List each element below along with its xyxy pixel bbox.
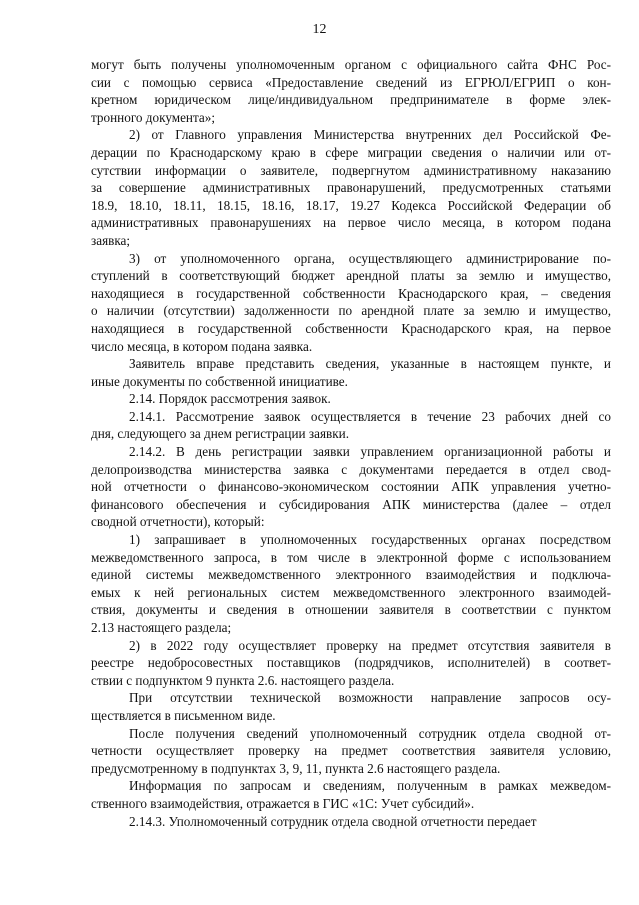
paragraph <box>91 637 611 690</box>
text-line: ществляется в письменном виде. <box>91 707 276 723</box>
text-line: иные документы по собственной инициативе. <box>91 373 348 389</box>
text-line: При отсутствии технической возможности направление запросов осу- <box>129 690 611 706</box>
text-line: 2) от Главного управления Министерства внутренних дел Российской Фе- <box>129 127 611 143</box>
text-line: дня, следующего за днем регистрации заявки. <box>91 426 350 442</box>
text-line: емых к ней региональных систем межведомственного электронного взаимодей- <box>91 584 611 600</box>
text-line: 2.14. Порядок рассмотрения заявок. <box>129 391 331 407</box>
text-line: административных правонарушениях на первое число месяца, в котором подана <box>91 215 611 231</box>
paragraph <box>91 443 611 531</box>
text-line: кретном юридическом лице/индивидуальном предпринимателе в форме элек- <box>91 92 611 108</box>
text-line: 18.9, 18.10, 18.11, 18.15, 18.16, 18.17, 19.27 Кодекса Российской Федерации об <box>91 197 611 213</box>
text-line: финансового обеспечения и субсидирования АПК министерства (далее – отдел <box>91 496 611 512</box>
text-line: тронного документа»; <box>91 109 216 125</box>
text-line: межведомственного запроса, в том числе в электронной форме с использованием <box>91 549 611 565</box>
paragraph <box>91 250 611 356</box>
text-line: о наличии (отсутствии) задолженности по арендной плате за землю и имущество, <box>91 303 611 319</box>
text-line: число месяца, в котором подана заявка. <box>91 338 313 354</box>
paragraph <box>91 355 611 390</box>
page-number: 12 <box>312 22 327 37</box>
document-body <box>91 56 611 830</box>
text-line: После получения сведений уполномоченный сотрудник отдела сводной от- <box>129 725 611 741</box>
text-line: делопроизводства министерства заявка с документами передается в отдел свод- <box>91 461 611 477</box>
text-line: ствии с подпунктом 9 пункта 2.6. настоящего раздела. <box>91 672 395 688</box>
text-line: единой системы межведомственного электронного взаимодействия и подключа- <box>91 567 611 583</box>
text-line: 2.14.3. Уполномоченный сотрудник отдела сводной отчетности передает <box>129 813 537 829</box>
text-line: сии с помощью сервиса «Предоставление сведений из ЕГРЮЛ/ЕГРИП о кон- <box>91 74 611 90</box>
paragraph <box>91 408 611 443</box>
text-line: 3) от уполномоченного органа, осуществляющего администрирование по- <box>129 250 611 266</box>
text-line: предусмотренному в подпунктах 3, 9, 11, пункта 2.6 настоящего раздела. <box>91 760 501 776</box>
text-line: ствия, документы и сведения в отношении заявителя в соответствии с пунктом <box>91 602 611 618</box>
text-line: ственного взаимодействия, отражается в ГИС «1С: Учет субсидий». <box>91 795 475 811</box>
text-line: сводной отчетности), который: <box>91 514 265 530</box>
text-line: за совершение административных правонарушений, предусмотренных статьями <box>91 180 611 196</box>
text-line: 2.14.2. В день регистрации заявки управлением организационной работы и <box>129 444 611 460</box>
text-line: находящиеся в государственной собственности Краснодарского края, – сведения <box>91 285 611 301</box>
text-line: 2.14.1. Рассмотрение заявок осуществляется в течение 23 рабочих дней со <box>129 408 611 424</box>
text-line: Информация по запросам и сведениям, полученным в рамках межведом- <box>129 778 611 794</box>
paragraph <box>91 126 611 249</box>
text-line: находящиеся в государственной собственности Краснодарского края, на первое <box>91 320 611 336</box>
text-line: могут быть получены уполномоченным органом с официального сайта ФНС Рос- <box>91 57 611 72</box>
text-line: дерации по Краснодарскому краю в сфере миграции сведения о наличии или от- <box>91 144 611 160</box>
text-line: заявка; <box>91 232 131 248</box>
paragraph <box>91 813 611 831</box>
text-line: ступлений в соответствующий бюджет арендной платы за землю и имущество, <box>91 268 611 284</box>
paragraph <box>91 390 611 408</box>
text-line: 2.13 настоящего раздела; <box>91 620 232 635</box>
paragraph <box>91 725 611 778</box>
text-line: ной отчетности о финансово-экономическом состоянии АПК управления учетно- <box>91 479 611 495</box>
paragraph <box>91 689 611 724</box>
text-line: 1) запрашивает в уполномоченных государственных органах посредством <box>129 532 611 548</box>
text-line: реестре недобросовестных поставщиков (подрядчиков, исполнителей) в соответ- <box>91 655 611 671</box>
text-line: Заявитель вправе представить сведения, указанные в настоящем пункте, и <box>129 356 611 372</box>
text-line: сутствии информации о заявителе, подвергнутом административному наказанию <box>91 162 611 178</box>
text-line: 2) в 2022 году осуществляет проверку на предмет отсутствия заявителя в <box>129 637 611 653</box>
paragraph <box>91 777 611 812</box>
paragraph <box>91 56 611 126</box>
paragraph <box>91 531 611 637</box>
text-line: четности осуществляет проверку на предмет соответствия заявителя условию, <box>91 743 611 759</box>
